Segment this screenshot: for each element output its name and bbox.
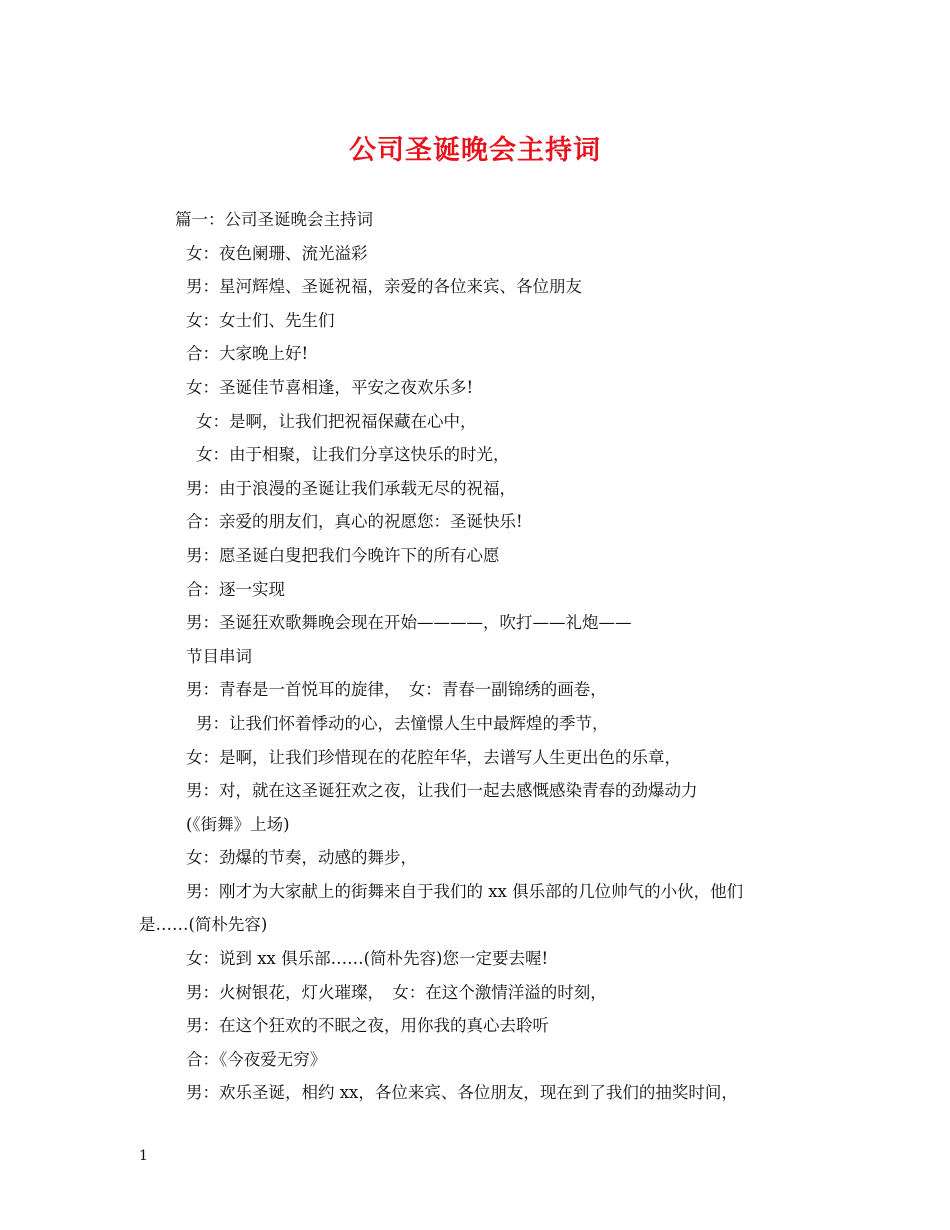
text-line: 男：愿圣诞白叟把我们今晚许下的所有心愿 bbox=[186, 545, 500, 565]
page-number: 1 bbox=[139, 1148, 148, 1164]
text-line: 男：欢乐圣诞，相约 xx，各位来宾、各位朋友，现在到了我们的抽奖时间， bbox=[186, 1083, 738, 1103]
text-line: 合：逐一实现 bbox=[186, 579, 285, 599]
text-line: 男：对，就在这圣诞狂欢之夜，让我们一起去感慨感染青春的劲爆动力 bbox=[186, 781, 698, 801]
text-line-heading: 篇一：公司圣诞晚会主持词 bbox=[175, 210, 373, 229]
text-line: 男：青春是一首悦耳的旋律， 女：青春一副锦绣的画卷， bbox=[186, 680, 607, 700]
text-line: 合：大家晚上好! bbox=[186, 344, 309, 364]
text-line: 男：星河辉煌、圣诞祝福，亲爱的各位来宾、各位朋友 bbox=[186, 277, 582, 297]
text-line: 男：刚才为大家献上的街舞来自于我们的 xx 俱乐部的几位帅气的小伙，他们 bbox=[186, 881, 744, 901]
text-line: 女：由于相聚，让我们分享这快乐的时光， bbox=[196, 445, 510, 465]
text-line: 男：圣诞狂欢歌舞晚会现在开始————，吹打——礼炮—— bbox=[186, 613, 632, 633]
text-line: 女：说到 xx 俱乐部……(简朴先容)您一定要去喔! bbox=[186, 949, 549, 969]
text-line: 男：在这个狂欢的不眠之夜，用你我的真心去聆听 bbox=[186, 1016, 549, 1036]
text-line: 女：女士们、先生们 bbox=[186, 310, 335, 330]
document-body bbox=[0, 203, 950, 1110]
document-title: 公司圣诞晚会主持词 bbox=[349, 135, 601, 166]
text-line: (《街舞》上场) bbox=[186, 814, 290, 834]
text-line: 女：夜色阑珊、流光溢彩 bbox=[186, 243, 368, 263]
text-line: 节目串词 bbox=[186, 646, 252, 666]
text-line: 女：圣诞佳节喜相逢，平安之夜欢乐多! bbox=[186, 377, 474, 397]
text-line: 男：由于浪漫的圣诞让我们承载无尽的祝福， bbox=[186, 478, 516, 498]
text-line: 女：劲爆的节奏，动感的舞步， bbox=[186, 848, 417, 868]
text-line: 合：亲爱的朋友们，真心的祝愿您：圣诞快乐! bbox=[186, 512, 523, 532]
text-line: 女：是啊，让我们珍惜现在的花腔年华，去谱写人生更出色的乐章， bbox=[186, 747, 681, 767]
text-line: 男：火树银花，灯火璀璨， 女：在这个激情洋溢的时刻， bbox=[186, 982, 607, 1002]
text-line: 合：《今夜爱无穷》 bbox=[186, 1049, 327, 1069]
text-line: 是……(简朴先容) bbox=[139, 915, 268, 935]
text-line: 女：是啊，让我们把祝福保藏在心中， bbox=[196, 411, 477, 431]
text-line: 男：让我们怀着悸动的心，去憧憬人生中最辉煌的季节， bbox=[196, 713, 609, 733]
